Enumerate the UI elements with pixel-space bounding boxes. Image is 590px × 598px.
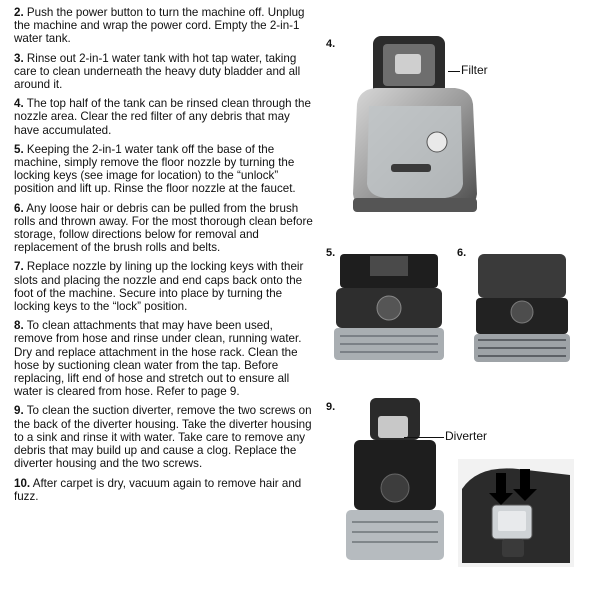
figure-4-label: 4.	[326, 38, 336, 50]
step-2	[14, 6, 314, 46]
step-9	[14, 404, 314, 470]
step-number: 10.	[14, 476, 31, 490]
figure-9-inset-image	[458, 459, 574, 567]
step-text: After carpet is dry, vacuum again to remove hair and fuzz.	[14, 476, 302, 503]
step-text: Replace nozzle by lining up the locking keys with their slots and placing the nozzle and end caps back onto the foot of the machine. Secure into place by turning the locking keys to the “lock” position.	[14, 260, 304, 314]
diverter-callout: Diverter	[445, 429, 488, 443]
filter-callout: Filter	[461, 63, 488, 77]
filter-leader-line	[448, 71, 460, 72]
figure-5-label: 5.	[326, 247, 336, 259]
step-number: 7.	[14, 260, 24, 274]
figure-6-label: 6.	[457, 247, 467, 259]
step-text: Push the power button to turn the machine off. Unplug the machine and wrap the power cord. Empty the 2-in-1 water tank.	[14, 6, 305, 46]
figure-9-label: 9.	[326, 401, 336, 413]
step-4	[14, 97, 314, 137]
step-text: The top half of the tank can be rinsed clean through the nozzle area. Clear the red filter of any debris that may have accumulated.	[14, 97, 311, 137]
step-number: 4.	[14, 97, 24, 111]
figure-6-brush-roll-image	[470, 252, 574, 366]
step-6	[14, 202, 314, 255]
instructions-column	[14, 6, 314, 509]
step-number: 8.	[14, 319, 24, 333]
step-5	[14, 143, 314, 196]
step-7	[14, 260, 314, 313]
step-number: 9.	[14, 404, 24, 418]
step-number: 6.	[14, 201, 24, 215]
step-text: To clean the suction diverter, remove the two screws on the back of the diverter housing. Take the diverter housing to a sink and rinse it with water. Take care to remove any debris that may build up and cause a clog. Replace the diverter housing and the two screws.	[14, 404, 312, 471]
step-text: To clean attachments that may have been used, remove from hose and rinse under clean, running water. Dry and replace attachment in the hose rack. Clean the hose by suctioning clean water from the tap. Before replacing, lift end of hose and stretch out to ensure all water is cleared from hose. Refer to page 9.	[14, 319, 302, 399]
diverter-leader-line	[404, 437, 444, 438]
figure-4-tank-image	[345, 34, 485, 214]
figure-9-diverter-image	[340, 396, 450, 564]
step-number: 2.	[14, 6, 24, 19]
step-text: Keeping the 2-in-1 water tank off the base of the machine, simply remove the floor nozzle by turning the locking keys (see image for location) to the “unlock” position and lift up. Rinse the floor nozzle at the faucet.	[14, 142, 296, 196]
step-8	[14, 319, 314, 398]
step-3	[14, 52, 314, 92]
step-number: 5.	[14, 142, 24, 156]
figure-5-nozzle-image	[330, 252, 448, 364]
step-text: Any loose hair or debris can be pulled from the brush rolls and thrown away. For the most thorough clean before storage, follow directions below for removal and replacement of the brush rolls and belts.	[14, 201, 313, 255]
step-number: 3.	[14, 51, 24, 65]
step-text: Rinse out 2-in-1 water tank with hot tap water, taking care to clean underneath the heavy duty bladder and all around it.	[14, 51, 301, 92]
step-10	[14, 477, 314, 503]
